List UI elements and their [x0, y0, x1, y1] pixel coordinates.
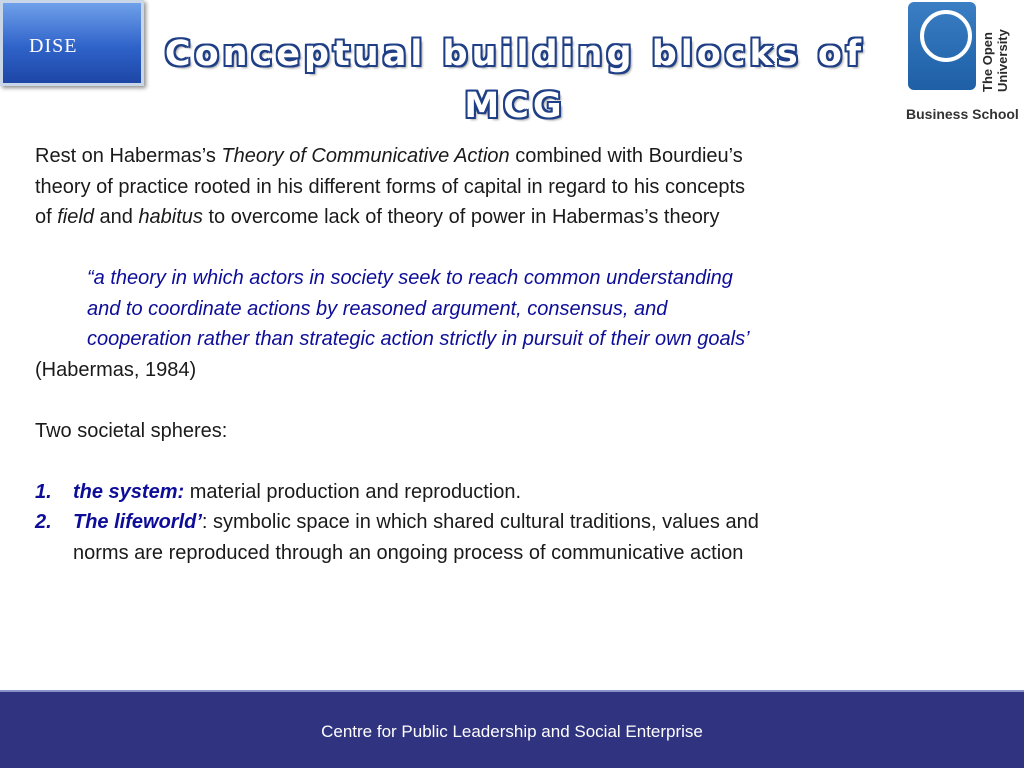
ou-shield-icon	[908, 2, 976, 90]
intro-paragraph	[35, 141, 995, 233]
ou-wordmark-line2: University	[995, 29, 1010, 92]
list-term: The lifeworld’	[73, 511, 202, 533]
intro-line-1	[35, 145, 743, 167]
ou-wordmark-line1: The Open	[980, 32, 995, 92]
quote-line-1: “a theory in which actors in society seek to reach common understanding	[87, 267, 733, 289]
intro-line-2: theory of practice rooted in his different forms of capital in regard to his concepts	[35, 175, 745, 198]
spheres-heading: Two societal spheres:	[35, 419, 228, 442]
open-university-logo	[904, 0, 1022, 126]
ou-wordmark	[980, 0, 1010, 92]
list-item	[35, 507, 995, 538]
list-text: material production and reproduction.	[184, 480, 522, 503]
list-item-continuation: norms are reproduced through an ongoing process of communicative action	[73, 541, 744, 564]
footer-bar	[0, 690, 1024, 768]
list-term: the system:	[73, 480, 185, 503]
intro-text: Rest on Habermas’s	[35, 145, 222, 167]
dise-badge-label: DISE	[29, 35, 78, 57]
slide-title: Conceptual building blocks of MCG	[164, 34, 866, 126]
dise-badge	[0, 0, 144, 86]
intro-text: of	[35, 206, 58, 228]
list-text: : symbolic space in which shared cultural traditions, values and	[201, 511, 759, 533]
intro-text: and	[93, 206, 139, 228]
quote-line-2: and to coordinate actions by reasoned argument, consensus, and	[87, 297, 668, 320]
intro-line-3	[35, 206, 719, 228]
business-school-label: Business School	[906, 106, 1019, 122]
term-field: field	[57, 206, 94, 228]
book-title: Theory of Communicative Action	[221, 145, 510, 167]
habermas-quote	[35, 263, 995, 355]
intro-text: to overcome lack of theory of power in Habermas’s theory	[202, 206, 720, 228]
slide-body	[35, 141, 995, 568]
intro-text: combined with Bourdieu’s	[509, 145, 743, 167]
ou-circle-icon	[920, 10, 972, 62]
list-item	[35, 477, 995, 508]
quote-citation: (Habermas, 1984)	[35, 358, 197, 381]
list-number: 1.	[35, 480, 52, 503]
list-number: 2.	[35, 511, 52, 533]
footer-text: Centre for Public Leadership and Social Enterprise	[321, 722, 703, 741]
quote-line-3: cooperation rather than strategic action strictly in pursuit of their own goals’	[87, 328, 750, 350]
term-habitus: habitus	[138, 206, 203, 228]
